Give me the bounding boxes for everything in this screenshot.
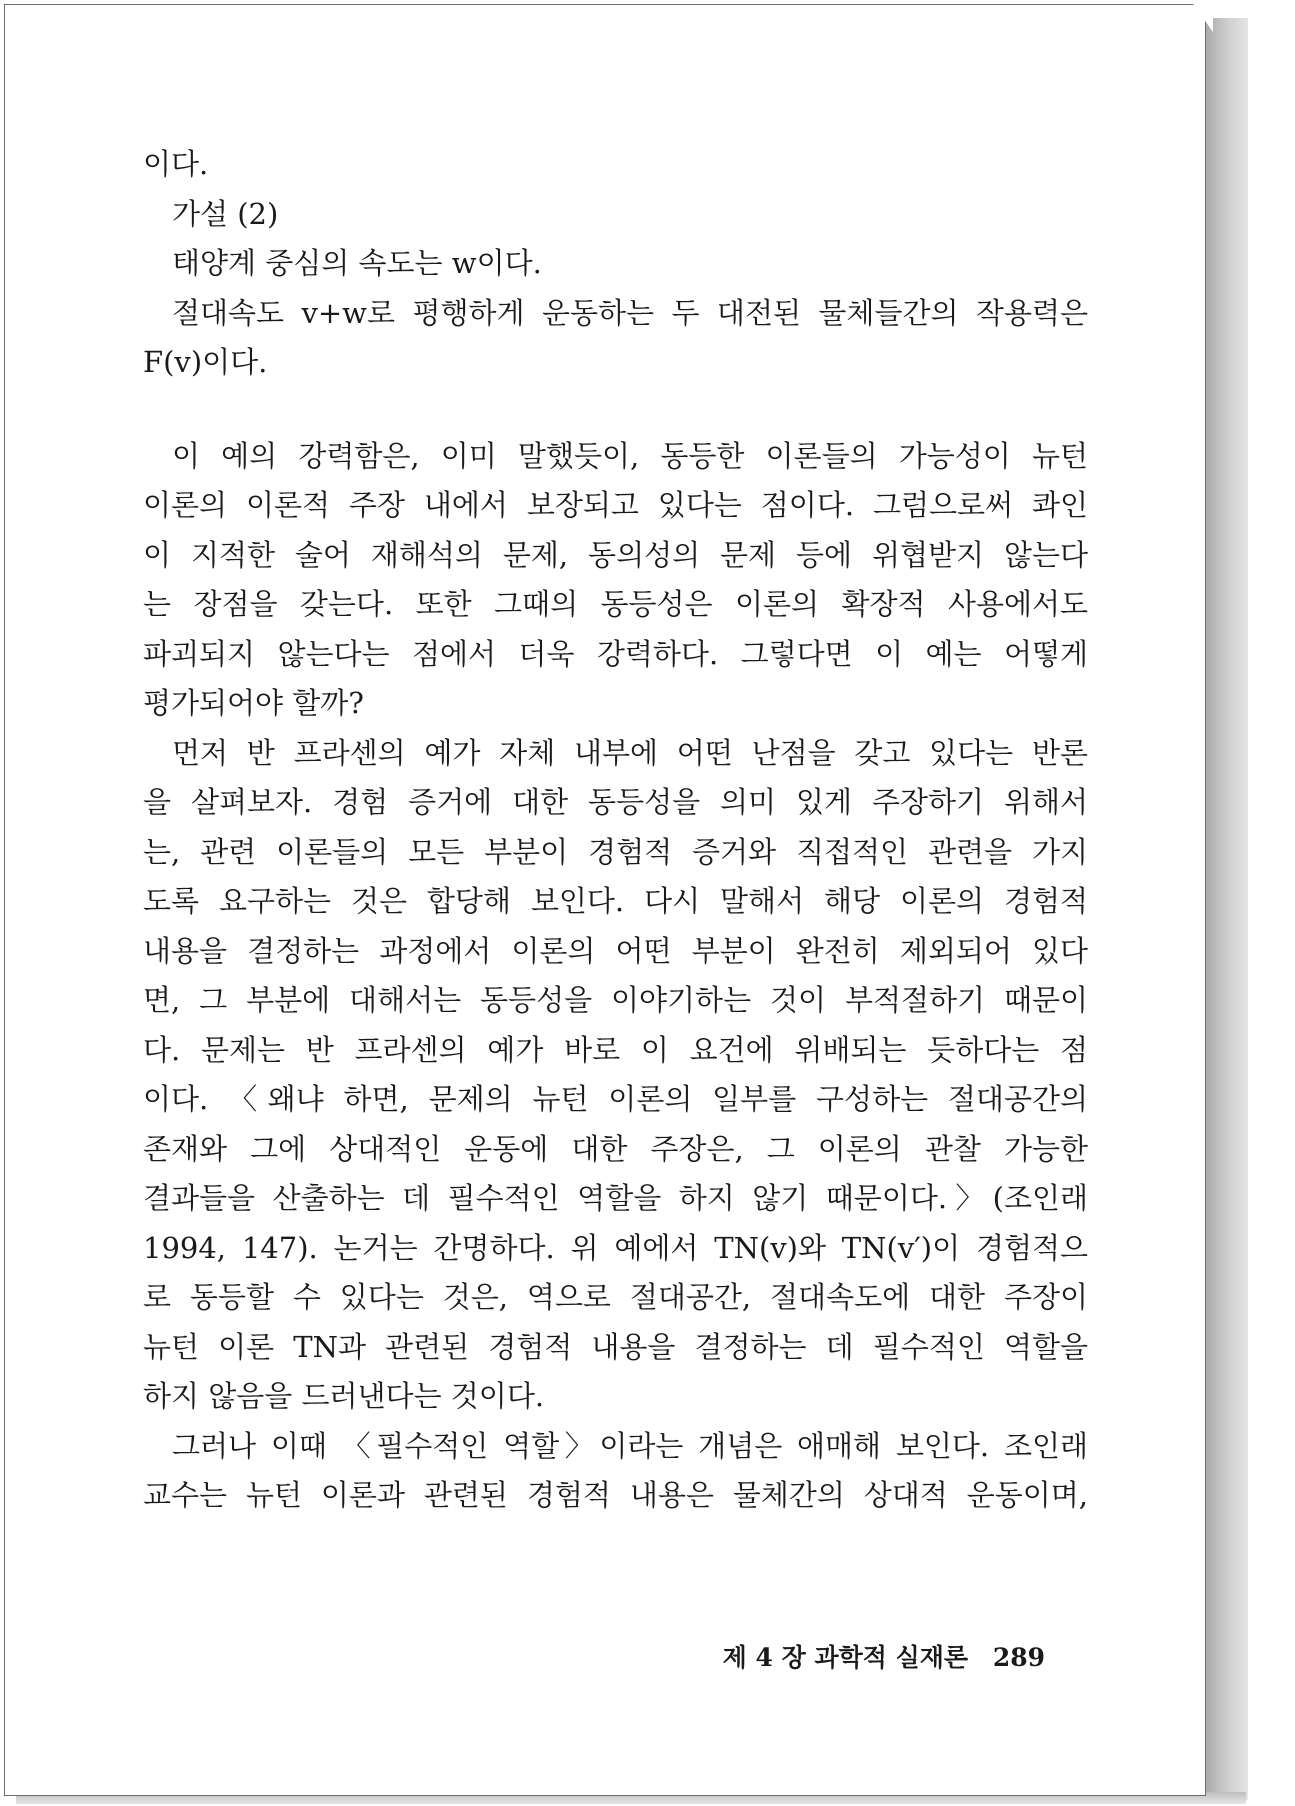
text-line: 는, 관련 이론들의 모든 부분이 경험적 증거와 직접적인 관련을 가지 [143, 834, 1088, 869]
hypothesis-block [143, 140, 1088, 388]
text-line: F(v)이다. [143, 345, 268, 379]
text-line: 태양계 중심의 속도는 w이다. [172, 246, 542, 280]
text-line: 파괴되지 않는다는 점에서 더욱 강력하다. 그렇다면 이 예는 어떻게 [143, 636, 1088, 671]
paragraph-gap [143, 388, 1088, 432]
text-line: 뉴턴 이론 TN과 관련된 경험적 내용을 결정하는 데 필수적인 역할을 [143, 1329, 1088, 1364]
text-line: 결과들을 산출하는 데 필수적인 역할을 하지 않기 때문이다.〉(조인래 [143, 1181, 1088, 1215]
text-line: 이 지적한 술어 재해석의 문제, 동의성의 문제 등에 위협받지 않는다 [143, 537, 1088, 572]
text-line: 먼저 반 프라센의 예가 자체 내부에 어떤 난점을 갖고 있다는 반론 [172, 735, 1088, 770]
text-line: 평가되어야 할까? [143, 686, 364, 720]
page-text [143, 140, 1088, 1521]
page-number: 289 [992, 1643, 1045, 1672]
text-line: 그러나 이때 〈필수적인 역할〉이라는 개념은 애매해 보인다. 조인래 [172, 1428, 1088, 1463]
text-line: 하지 않음을 드러낸다는 것이다. [143, 1379, 545, 1413]
text-line: 도록 요구하는 것은 합당해 보인다. 다시 말해서 해당 이론의 경험적 [143, 884, 1088, 918]
text-line: 이 예의 강력함은, 이미 말했듯이, 동등한 이론들의 가능성이 뉴턴 [172, 438, 1088, 473]
body-paragraphs [143, 432, 1088, 1521]
text-line: 을 살펴보자. 경험 증거에 대한 동등성을 의미 있게 주장하기 위해서 [143, 785, 1088, 819]
text-line: 는 장점을 갖는다. 또한 그때의 동등성은 이론의 확장적 사용에서도 [143, 587, 1088, 621]
text-line: 다. 문제는 반 프라센의 예가 바로 이 요건에 위배되는 듯하다는 점 [143, 1032, 1088, 1067]
text-line: 1994, 147). 논거는 간명하다. 위 예에서 TN(v)와 TN(v′)이 경험적으 [143, 1230, 1088, 1265]
text-line: 내용을 결정하는 과정에서 이론의 어떤 부분이 완전히 제외되어 있다 [143, 933, 1088, 968]
text-line: 이론의 이론적 주장 내에서 보장되고 있다는 점이다. 그럼으로써 콰인 [143, 488, 1088, 522]
text-line: 절대속도 v+w로 평행하게 운동하는 두 대전된 물체들간의 작용력은 [172, 295, 1088, 330]
running-footer [723, 1638, 1045, 1674]
text-line: 이다. [143, 147, 209, 181]
text-line: 존재와 그에 상대적인 운동에 대한 주장은, 그 이론의 관찰 가능한 [143, 1131, 1088, 1166]
text-line: 가설 (2) [172, 196, 279, 231]
text-line: 교수는 뉴턴 이론과 관련된 경험적 내용은 물체간의 상대적 운동이며, [143, 1478, 1088, 1512]
page-corner-fold [1193, 4, 1213, 32]
text-line: 로 동등할 수 있다는 것은, 역으로 절대공간, 절대속도에 대한 주장이 [143, 1280, 1088, 1314]
text-line: 이다. 〈왜냐 하면, 문제의 뉴턴 이론의 일부를 구성하는 절대공간의 [143, 1082, 1088, 1116]
text-line: 면, 그 부분에 대해서는 동등성을 이야기하는 것이 부적절하기 때문이 [143, 983, 1088, 1017]
chapter-title: 제 4 장 과학적 실재론 [722, 1643, 969, 1672]
